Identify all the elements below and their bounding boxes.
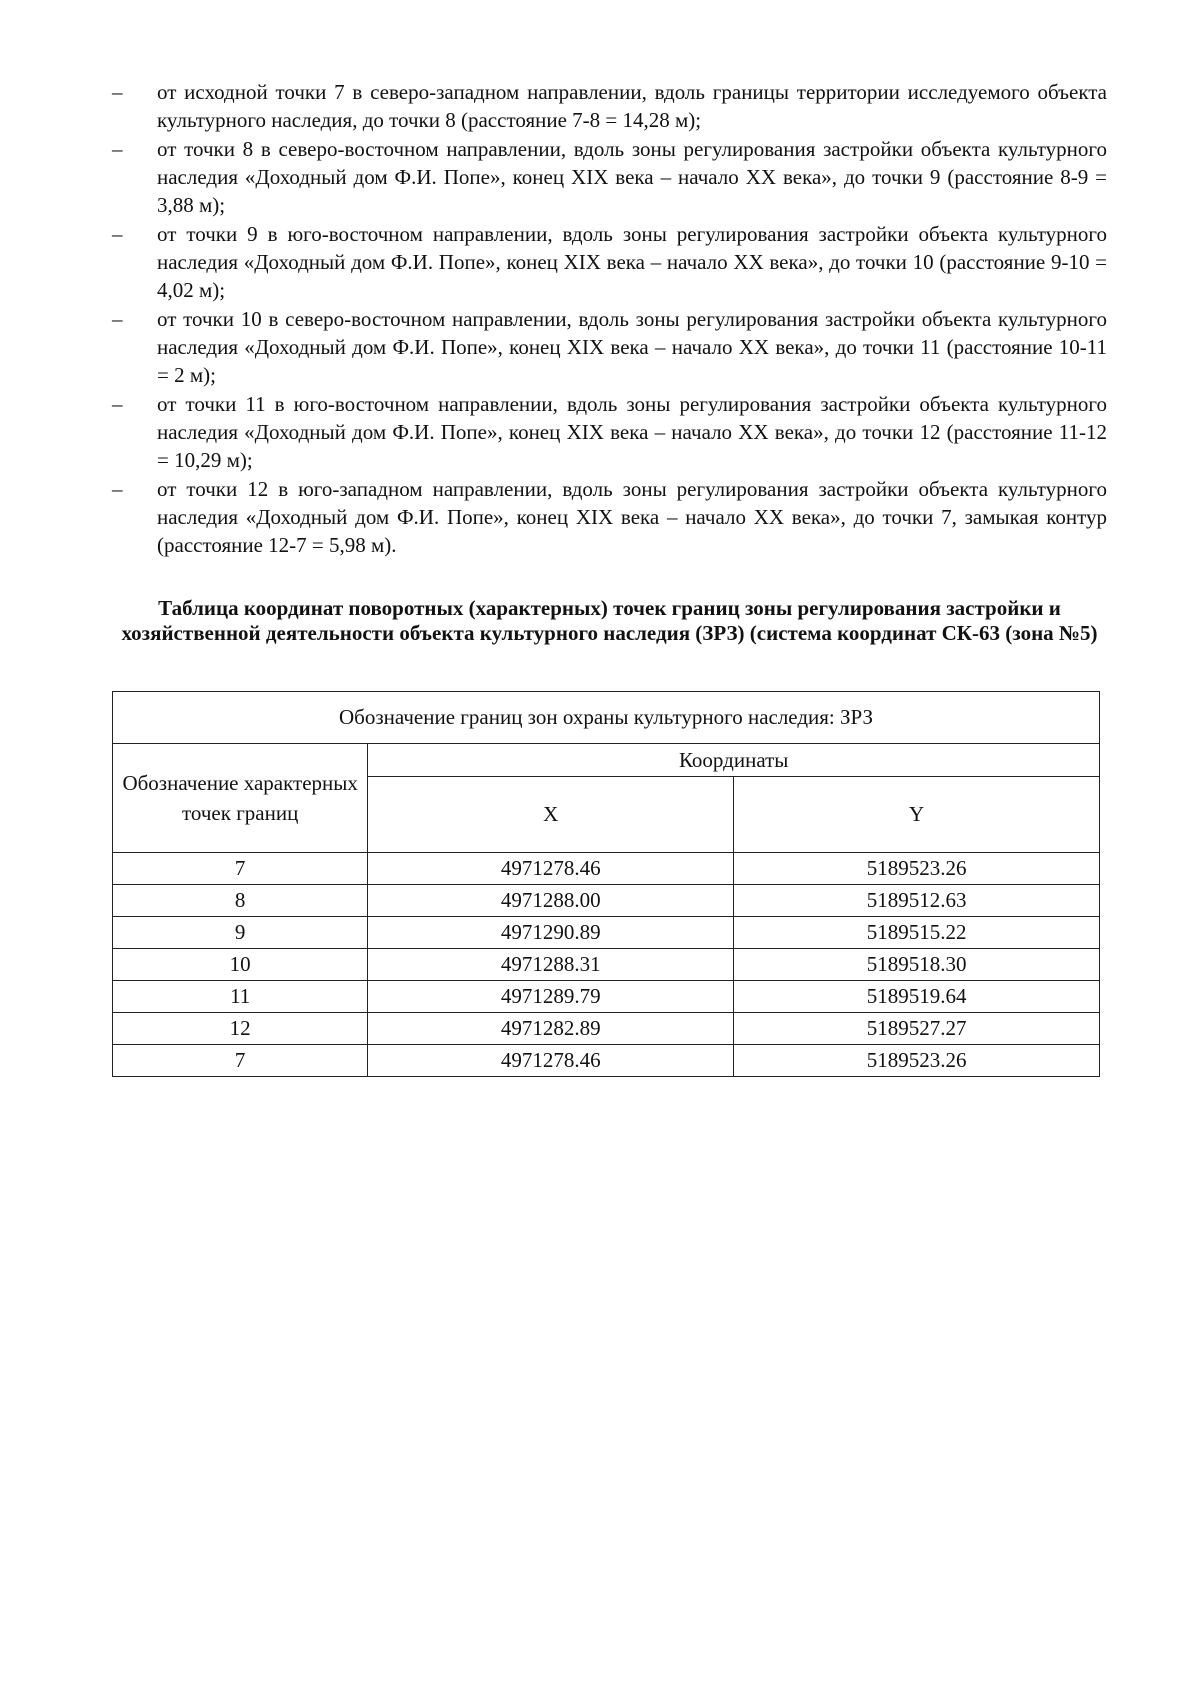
y-cell: 5189518.30: [734, 949, 1100, 981]
table-row: [113, 917, 1100, 949]
route-segment-item: [112, 135, 1107, 219]
point-cell: 7: [113, 1045, 368, 1077]
route-segment-text: от точки 12 в юго-западном направлении, вдоль зоны регулирования застройки объекта культурного наследия «Доходный дом Ф.И. Попе», конец XIX века – начало XX века», до точки 7, замыкая контур (расстояние 12-7 = 5,98 м).: [157, 477, 1107, 557]
list-dash: –: [112, 222, 123, 246]
x-column-header: X: [368, 777, 734, 853]
route-segment-item: [112, 78, 1107, 134]
table-row: [113, 1013, 1100, 1045]
route-segment-text: от точки 11 в юго-восточном направлении, вдоль зоны регулирования застройки объекта культурного наследия «Доходный дом Ф.И. Попе», конец XIX века – начало XX века», до точки 12 (расстояние 11-12 = 10,29 м);: [157, 392, 1107, 472]
x-cell: 4971282.89: [368, 1013, 734, 1045]
list-dash: –: [112, 477, 123, 501]
list-dash: –: [112, 137, 123, 161]
point-cell: 9: [113, 917, 368, 949]
y-cell: 5189519.64: [734, 981, 1100, 1013]
route-segment-text: от точки 10 в северо-восточном направлении, вдоль зоны регулирования застройки объекта культурного наследия «Доходный дом Ф.И. Попе», конец XIX века – начало XX века», до точки 11 (расстояние 10-11 = 2 м);: [157, 307, 1107, 387]
list-dash: –: [112, 392, 123, 416]
x-cell: 4971290.89: [368, 917, 734, 949]
table-caption: Обозначение границ зон охраны культурного наследия: ЗРЗ: [113, 692, 1100, 744]
table-row: [113, 885, 1100, 917]
route-description-list: [112, 78, 1107, 560]
table-row: [113, 981, 1100, 1013]
list-dash: –: [112, 307, 123, 331]
list-dash: –: [112, 80, 123, 104]
coordinates-group-header: Координаты: [368, 744, 1100, 777]
x-cell: 4971288.31: [368, 949, 734, 981]
x-cell: 4971288.00: [368, 885, 734, 917]
point-cell: 11: [113, 981, 368, 1013]
point-cell: 7: [113, 853, 368, 885]
y-column-header: Y: [734, 777, 1100, 853]
point-column-header: Обозначение характерных точек границ: [113, 744, 368, 853]
point-cell: 10: [113, 949, 368, 981]
y-cell: 5189512.63: [734, 885, 1100, 917]
point-cell: 12: [113, 1013, 368, 1045]
table-row: [113, 949, 1100, 981]
table-caption-row: [113, 692, 1100, 744]
coordinates-table: [112, 691, 1100, 1077]
route-segment-item: [112, 390, 1107, 474]
table-row: [113, 1045, 1100, 1077]
table-header-row: [113, 744, 1100, 777]
route-segment-text: от исходной точки 7 в северо-западном направлении, вдоль границы территории исследуемого объекта культурного наследия, до точки 8 (расстояние 7-8 = 14,28 м);: [157, 80, 1107, 132]
route-segment-text: от точки 9 в юго-восточном направлении, вдоль зоны регулирования застройки объекта культурного наследия «Доходный дом Ф.И. Попе», конец XIX века – начало XX века», до точки 10 (расстояние 9-10 = 4,02 м);: [157, 222, 1107, 302]
route-segment-text: от точки 8 в северо-восточном направлении, вдоль зоны регулирования застройки объекта культурного наследия «Доходный дом Ф.И. Попе», конец XIX века – начало XX века», до точки 9 (расстояние 8-9 = 3,88 м);: [157, 137, 1107, 217]
x-cell: 4971289.79: [368, 981, 734, 1013]
x-cell: 4971278.46: [368, 853, 734, 885]
y-cell: 5189515.22: [734, 917, 1100, 949]
point-cell: 8: [113, 885, 368, 917]
y-cell: 5189523.26: [734, 1045, 1100, 1077]
x-cell: 4971278.46: [368, 1045, 734, 1077]
y-cell: 5189527.27: [734, 1013, 1100, 1045]
route-segment-item: [112, 475, 1107, 559]
y-cell: 5189523.26: [734, 853, 1100, 885]
table-row: [113, 853, 1100, 885]
route-segment-item: [112, 305, 1107, 389]
route-segment-item: [112, 220, 1107, 304]
table-title: Таблица координат поворотных (характерных) точек границ зоны регулирования застройки и хозяйственной деятельности объекта культурного наследия (ЗРЗ) (система координат СК-63 (зона №5): [121, 596, 1098, 645]
